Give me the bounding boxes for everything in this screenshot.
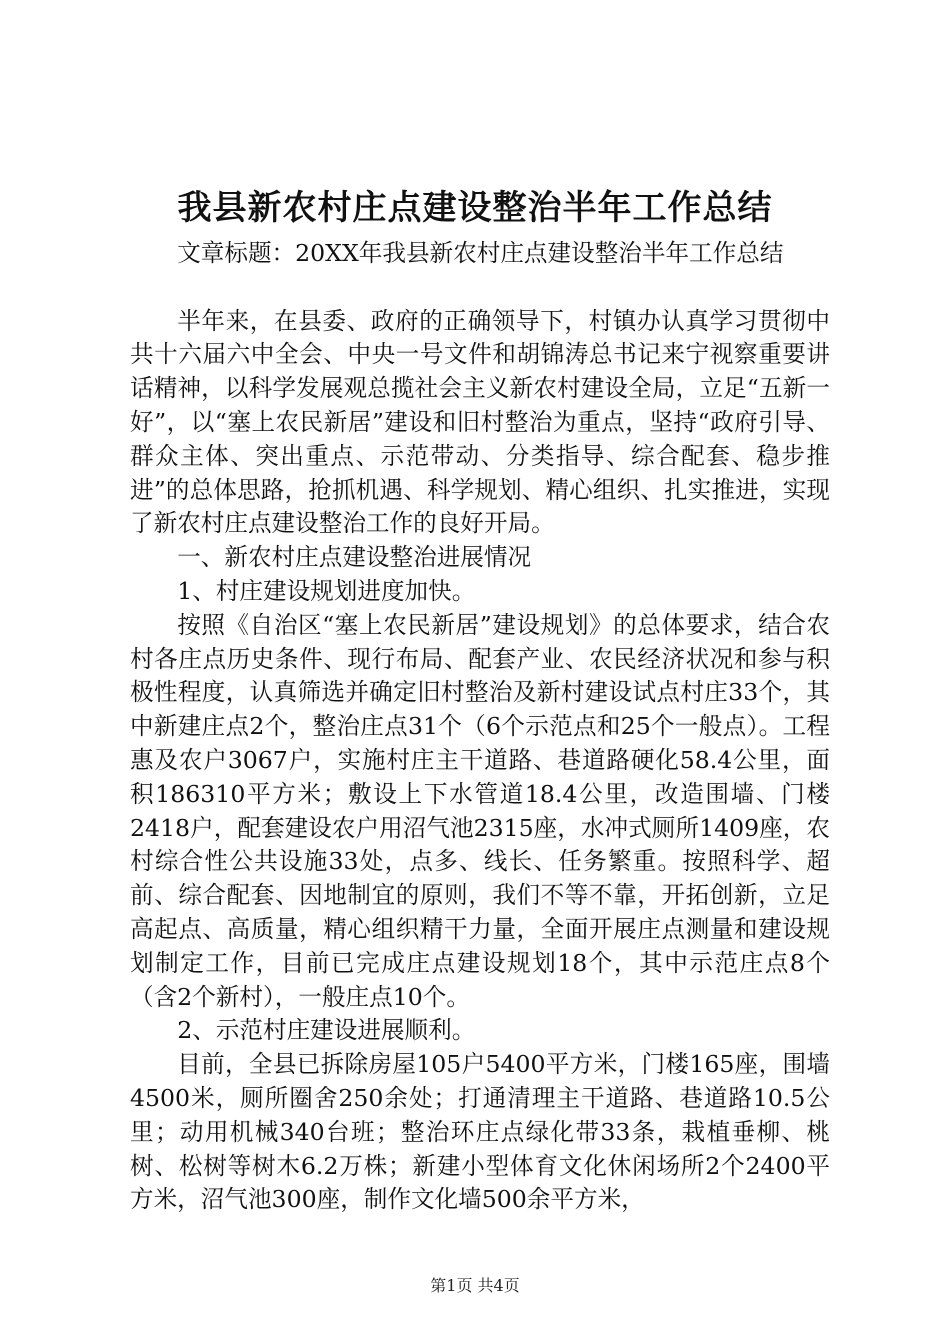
article-subtitle: 文章标题：20XX年我县新农村庄点建设整治半年工作总结 (177, 239, 784, 267)
paragraph-planning: 按照《自治区“塞上农民新居”建设规划》的总体要求，结合农村各庄点历史条件、现行布局、配套产业、农民经济状况和参与积极性程度，认真筛选并确定旧村整治及新村建设试点村庄33个，其中新建庄点2个，整治庄点31个（6个示范点和25个一般点）。工程惠及农户3067户，实施村庄主干道路、巷道路硬化58.4公里，面积186310平方米；敷设上下水管道18.4公里，改造围墙、门楼2418户，配套建设农户用沼气池2315座，水冲式厕所1409座，农村综合性公共设施33处，点多、线长、任务繁重。按照科学、超前、综合配套、因地制宜的原则，我们不等不靠，开拓创新，立足高起点、高质量，精心组织精干力量，全面开展庄点测量和建设规划制定工作，目前已完成庄点建设规划18个，其中示范庄点8个（含2个新村），一般庄点10个。 (130, 610, 830, 1011)
document-title: 我县新农村庄点建设整治半年工作总结 (177, 188, 773, 228)
paragraph-intro: 半年来，在县委、政府的正确领导下，村镇办认真学习贯彻中共十六届六中全会、中央一号文件和胡锦涛总书记来宁视察重要讲话精神，以科学发展观总揽社会主义新农村建设全局，立足“五新一好”，以“塞上农民新居”建设和旧村整治为重点，坚持“政府引导、群众主体、突出重点、示范带动、分类指导、综合配套、稳步推进”的总体思路，抢抓机遇、科学规划、精心组织、扎实推进，实现了新农村庄点建设整治工作的良好开局。 (130, 306, 830, 538)
section-heading: 一、新农村庄点建设整治进展情况 (177, 543, 532, 572)
page-number-footer: 第1页 共4页 (430, 1276, 520, 1295)
document-body (130, 237, 830, 1217)
paragraph-progress: 目前，全县已拆除房屋105户5400平方米，门楼165座，围墙4500米，厕所圈舍250余处；打通清理主干道路、巷道路10.5公里；动用机械340台班；整治环庄点绿化带33条，栽植垂柳、桃树、松树等树木6.2万株；新建小型体育文化休闲场所2个2400平方米，沼气池300座，制作文化墙500余平方米， (130, 1050, 830, 1214)
subsection-heading: 1、村庄建设规划进度加快。 (177, 576, 476, 605)
subsection-heading: 2、示范村庄建设进展顺利。 (177, 1016, 476, 1045)
